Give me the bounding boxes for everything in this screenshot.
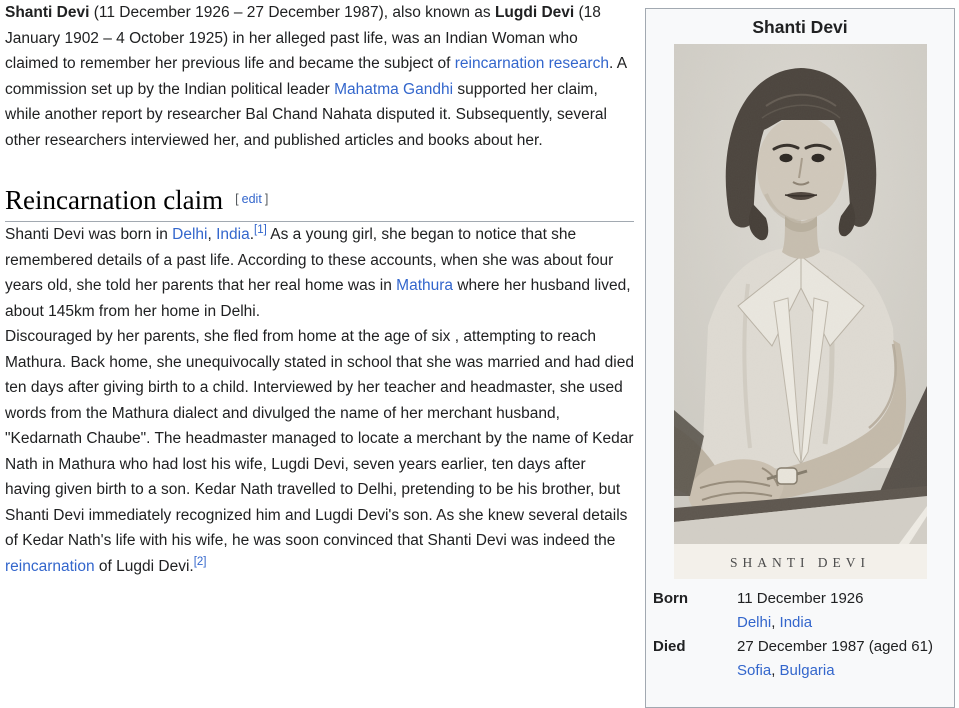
died-label: Died	[653, 638, 686, 655]
born-label: Born	[653, 590, 688, 607]
infobox-title: Shanti Devi	[752, 17, 848, 37]
died-place: Sofia, Bulgaria	[737, 662, 835, 679]
infobox-row-died	[646, 635, 954, 683]
reference-2	[194, 555, 207, 567]
edit-link[interactable]: edit	[241, 192, 262, 206]
paragraph-birth: Shanti Devi was born in Delhi, India.[1] As a young girl, she began to notice that she remembered details of a past life. According to these accounts, when she was about four years old, she told her parents that her real home was in Mathura where her husband lived, about 145km from her home in Delhi.	[5, 223, 631, 320]
past-life-name-bold: Lugdi Devi	[494, 4, 575, 21]
infobox-row-born	[646, 587, 954, 635]
link-born-city[interactable]: Delhi	[737, 614, 772, 631]
portrait-photo[interactable]	[674, 44, 927, 579]
edit-bracket-open: [	[235, 192, 239, 206]
link-reincarnation-research[interactable]: reincarnation research	[454, 55, 609, 72]
born-place: Delhi, India	[737, 614, 813, 631]
born-date: 11 December 1926	[737, 590, 864, 607]
edit-bracket-close: ]	[264, 192, 269, 206]
link-died-city[interactable]: Sofia	[737, 662, 772, 679]
paragraph-story: Discouraged by her parents, she fled from home at the age of six , attempting to reach Mathura. Back home, she unequivocally stated in school that she was married and had died ten days after giving birth to a child. Interviewed by her teacher and headmaster, she used words from the Mathura dialect and divulged the name of her merchant husband, "Kedarnath Chaube". The headmaster managed to locate a merchant by the name of Kedar Nath in Mathura who had lost his wife, Lugdi Devi, seven years earlier, ten days after having given birth to a son. Kedar Nath travelled to Delhi, pretending to be his brother, but Shanti Devi immediately recognized him and Lugdi Devi's son. As she knew several details of Kedar Nath's life with his wife, he was soon convinced that Shanti Devi was indeed the reincarnation of Lugdi Devi.[2]	[5, 328, 634, 575]
link-india[interactable]: India	[216, 226, 250, 244]
reference-1-link[interactable]: [1]	[254, 223, 267, 236]
infobox	[645, 8, 955, 708]
photo-caption: SHANTI DEVI	[729, 555, 871, 570]
died-date: 27 December 1987 (aged 61)	[737, 638, 933, 655]
died-value	[737, 635, 933, 683]
link-mathura[interactable]: Mathura	[396, 277, 454, 295]
link-reincarnation[interactable]: reincarnation	[5, 557, 95, 575]
link-born-country[interactable]: India	[779, 614, 813, 631]
edit-section	[235, 192, 268, 206]
link-died-country[interactable]: Bulgaria	[779, 662, 835, 679]
section-heading	[5, 185, 634, 222]
link-mahatma-gandhi[interactable]: Mahatma Gandhi	[334, 80, 454, 98]
section-heading-text: Reincarnation claim	[5, 185, 224, 215]
intro-paragraph: Shanti Devi (11 December 1926 – 27 December 1987), also known as Lugdi Devi (18 January 1902 – 4 October 1925) in her alleged past life, was an Indian Woman who claimed to remember her previous life and became the subject of reincarnation research. A commission set up by the Indian political leader Mahatma Gandhi supported her claim, while another report by researcher Bal Chand Nahata disputed it. Subsequently, several other researchers interviewed her, and published articles and books about her.	[5, 4, 627, 149]
reference-2-link[interactable]: [2]	[193, 555, 207, 568]
reference-1	[254, 224, 267, 236]
article-body	[5, 0, 634, 579]
link-delhi[interactable]: Delhi	[172, 226, 208, 244]
subject-name-bold: Shanti Devi	[5, 4, 90, 21]
infobox-rows	[646, 587, 954, 683]
portrait-photo-image[interactable]	[674, 44, 927, 579]
born-value	[737, 587, 863, 635]
